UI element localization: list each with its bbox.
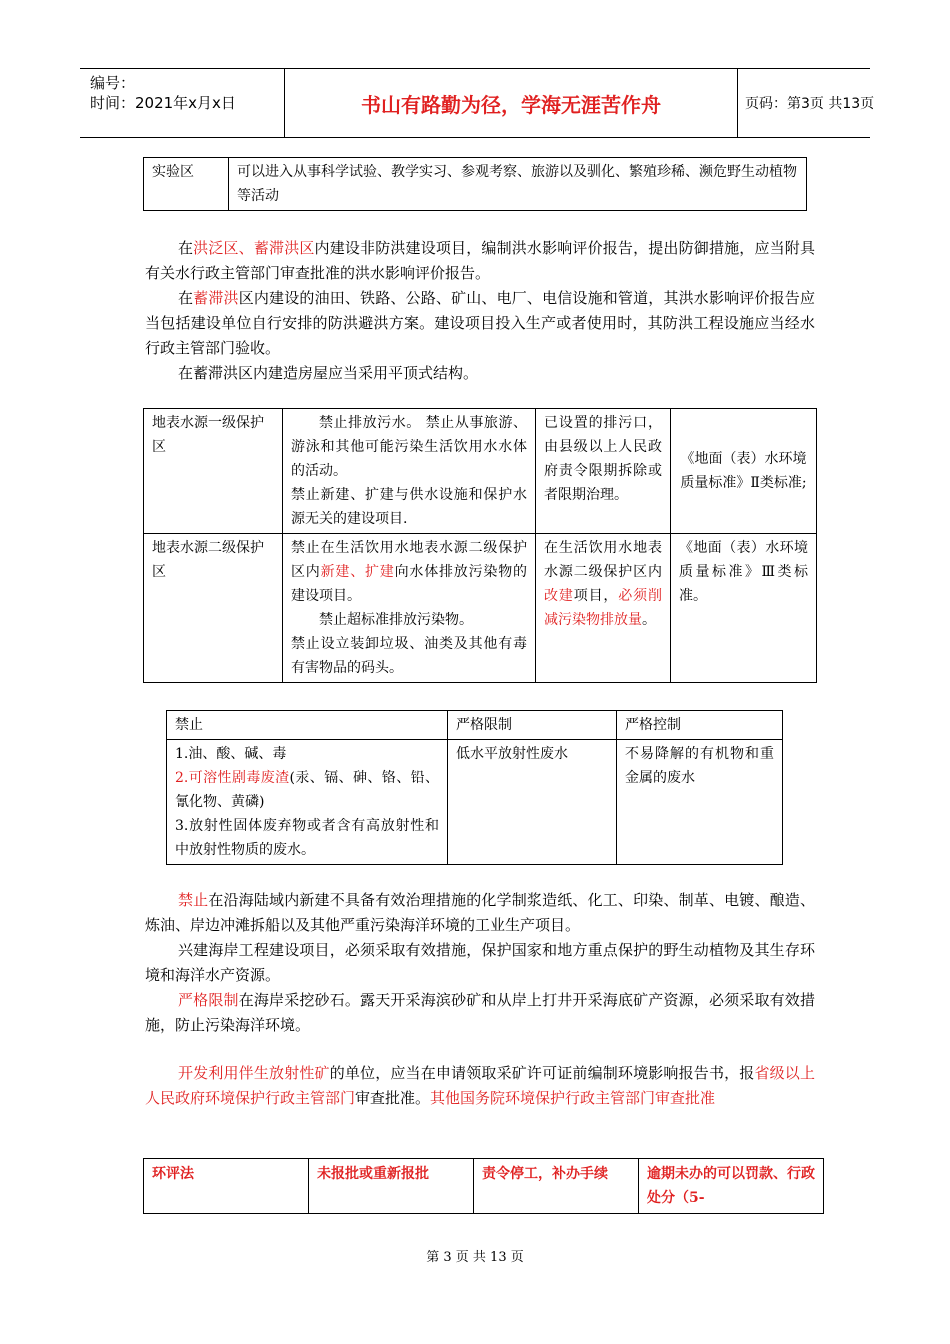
highlight: 洪泛区、蓄滞洪区 [193, 239, 315, 257]
highlight: 2.可溶性剧毒废渣 [175, 770, 290, 786]
zone-cell: 实验区 [144, 158, 229, 211]
ban-cell [283, 409, 536, 534]
text: 禁止新建、扩建与供水设施和保护水源无关的建设项目. [291, 487, 527, 527]
header-cell: 严格限制 [448, 711, 617, 740]
controlled-cell: 不易降解的有机物和重金属的废水 [617, 740, 783, 865]
motto: 书山有路勤为径，学海无涯苦作舟 [284, 69, 738, 137]
page-footer: 第 3 页 共 13 页 [426, 1250, 524, 1265]
ban-cell [283, 534, 536, 683]
header-cell: 禁止 [167, 711, 448, 740]
paragraph: 兴建海岸工程建设项目，必须采取有效措施，保护国家和地方重点保护的野生动植物及其生存环境和海洋水产资源。 [145, 941, 815, 984]
highlight: 新建、扩建 [320, 564, 395, 580]
table-row [144, 158, 807, 211]
text: 3.放射性固体废弃物或者含有高放射性和中放射性物质的废水。 [175, 818, 439, 858]
outlet-cell [536, 534, 671, 683]
zone-cell: 地表水源一级保护区 [144, 409, 283, 534]
table-header-row [167, 711, 783, 740]
text: 审查批准。 [355, 1089, 431, 1107]
text: 在 [178, 289, 194, 307]
outlet-cell: 已设置的排污口，由县级以上人民政府责令限期拆除或者限期治理。 [536, 409, 671, 534]
paragraph: 在蓄滞洪区内建造房屋应当采用平顶式结构。 [178, 364, 479, 382]
forbidden-cell [167, 740, 448, 865]
text: 禁止排放污水。 禁止从事旅游、游泳和其他可能污染生活饮用水水体的活动。 [291, 415, 527, 479]
paragraph [145, 988, 815, 1038]
penalty-cell: 逾期未办的可以罚款、行政处分（5- [639, 1159, 824, 1214]
text: 1.油、酸、碱、毒 [175, 746, 287, 762]
highlight: 禁止 [178, 891, 209, 909]
text: 区内建设的油田、铁路、公路、矿山、电厂、电信设施和管道，其洪水影响评价报告应当包括建设单位自行安排的防洪避洪方案。建设项目投入生产或者使用时，其防洪工程设施应当经水行政主管部门验收。 [145, 289, 815, 357]
time-label: 时间：2021年x月x日 [90, 94, 236, 112]
standard-cell: 《地面（表）水环境质量标准》Ⅲ类标准。 [671, 534, 817, 683]
text: 在 [178, 239, 194, 257]
highlight: 蓄滞洪 [193, 289, 239, 307]
mine-paragraph [145, 1061, 815, 1111]
page-label: 页码：第3页 共13页 [745, 96, 875, 112]
paragraph [145, 1061, 815, 1111]
text: 的单位，应当在申请领取采矿许可证前编制环境影响报告书，报 [329, 1064, 755, 1082]
standard-cell [671, 409, 817, 534]
highlight: 开发利用伴生放射性矿 [178, 1064, 330, 1082]
text: 。 [642, 612, 656, 628]
table-row [144, 409, 817, 534]
page-header [80, 68, 875, 138]
text: 《地面（表）水环境质量标准》Ⅱ类标准; [680, 451, 807, 491]
number-label: 编号： [90, 74, 136, 92]
remedy-cell: 责令停工，补办手续 [474, 1159, 639, 1214]
paragraph [145, 236, 815, 286]
paragraph [145, 888, 815, 938]
reserve-table [143, 157, 807, 211]
violation-cell: 未报批或重新报批 [309, 1159, 474, 1214]
text: 向水体排放污染物的建设项目。 [291, 564, 528, 604]
highlight: 省级以上人民政府环境保护行政主管部门 [145, 1064, 815, 1107]
highlight: 严格限制 [178, 991, 239, 1009]
zone-desc-cell: 可以进入从事科学试验、教学实习、参观考察、旅游以及驯化、繁殖珍稀、濒危野生动植物等活动 [229, 158, 807, 211]
highlight: 其他国务院环境保护行政主管部门审查批准 [430, 1089, 716, 1107]
highlight: 必须削减污染物排放量 [544, 588, 663, 628]
text: 在海岸采挖砂石。露天开采海滨砂矿和从岸上打井开采海底矿产资源，必须采取有效措施，防止污染海洋环境。 [145, 991, 815, 1034]
discharge-table [166, 710, 783, 865]
paragraph [145, 286, 815, 361]
text: 在生活饮用水地表水源二级保护区内 [544, 540, 662, 580]
highlight: 改建 [544, 588, 574, 604]
text: 禁止设立装卸垃圾、油类及其他有毒有害物品的码头。 [291, 636, 527, 676]
table-row [167, 740, 783, 865]
text: 在沿海陆域内新建不具备有效治理措施的化学制浆造纸、化工、印染、制革、电镀、酿造、炼油、岸边冲滩拆船以及其他严重污染海洋环境的工业生产项目。 [145, 891, 815, 934]
law-cell: 环评法 [144, 1159, 309, 1214]
zone-cell: 地表水源二级保护区 [144, 534, 283, 683]
table-row [144, 1159, 824, 1214]
restricted-cell: 低水平放射性废水 [448, 740, 617, 865]
water-source-table [143, 408, 817, 683]
sea-paragraphs [145, 888, 815, 1038]
flood-paragraphs [145, 236, 815, 386]
text: 项目， [573, 588, 619, 604]
law-table [143, 1158, 824, 1214]
table-row [144, 534, 817, 683]
header-cell: 严格控制 [617, 711, 783, 740]
text: (汞、镉、砷、铬、铅、氰化物、黄磷) [175, 770, 439, 810]
text: 禁止超标准排放污染物。 [319, 612, 473, 628]
text: 内建设非防洪建设项目，编制洪水影响评价报告，提出防御措施，应当附具有关水行政主管部门审查批准的洪水影响评价报告。 [145, 239, 815, 282]
header-left [80, 69, 284, 137]
text: 禁止在生活饮用水地表水源二级保护区内 [291, 540, 527, 580]
